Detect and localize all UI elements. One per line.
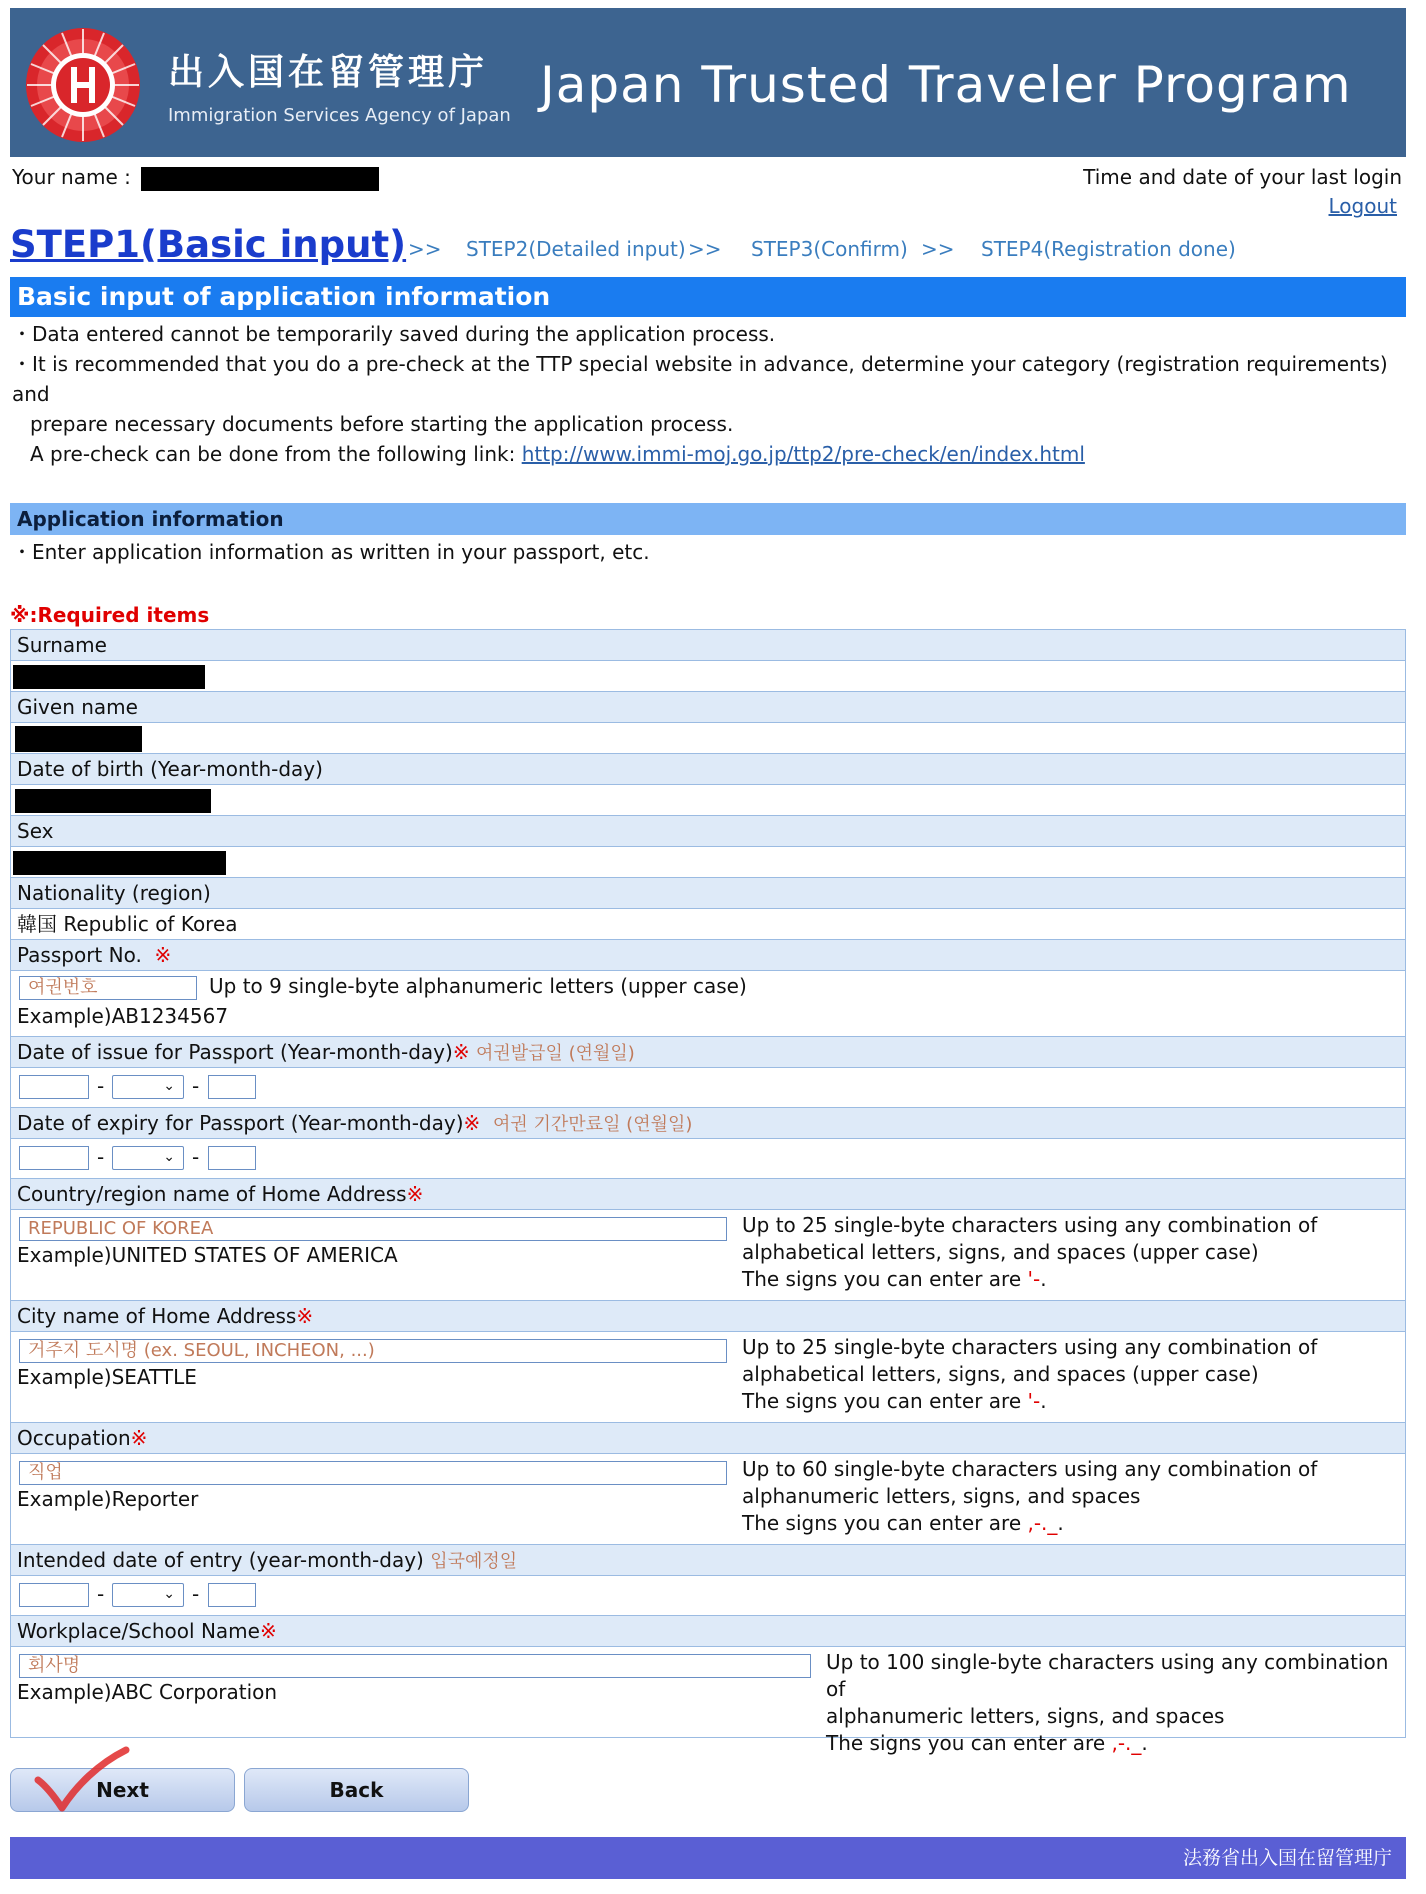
dob-label: Date of birth (Year-month-day) [11,754,1405,785]
signs-value: ,-._ [1111,1731,1142,1755]
city-label [11,1301,1405,1332]
occupation-row [11,1454,1405,1545]
occupation-example: Example)Reporter [17,1487,199,1511]
occupation-label [11,1423,1405,1454]
application-form [10,629,1406,1755]
basic-input-heading: Basic input of application information [10,277,1406,317]
signs-prefix: The signs you can enter are [742,1267,1028,1291]
your-name [12,165,379,191]
signs-value: ,-._ [1027,1511,1058,1535]
city-input[interactable]: 거주지 도시명 (ex. SEOUL, INCHEON, ...) [19,1339,727,1363]
signs-end: . [1040,1267,1047,1291]
expiry-date-row [11,1139,1405,1179]
required-mark: ※ [452,1040,470,1064]
issue-date-label [11,1037,1405,1068]
occupation-help-line1: Up to 60 single-byte characters using any combination of [742,1457,1318,1481]
redacted-sex [13,851,226,875]
redacted-surname [13,665,205,689]
date-dash: - [97,1074,105,1098]
occupation-input[interactable]: 직업 [19,1461,727,1485]
entry-date-row [11,1576,1405,1616]
workplace-label-text: Workplace/School Name [17,1619,260,1643]
redacted-given-name [15,726,142,752]
expiry-month-select[interactable] [112,1146,184,1170]
date-dash: - [97,1145,105,1169]
given-name-label: Given name [11,692,1405,723]
expiry-date-label-text: Date of expiry for Passport (Year-month-day) [17,1111,464,1135]
step-separator: >> [688,237,722,261]
page [10,8,1406,1848]
signs-prefix: The signs you can enter are [826,1731,1112,1755]
note-precheck-link-text: A pre-check can be done from the following link: [30,442,522,466]
country-label [11,1179,1405,1210]
passport-label [11,940,1405,971]
note-precheck: ・It is recommended that you do a pre-check at the TTP special website in advance, determine your category (registration requirements) and [12,352,1388,406]
redacted-dob [15,789,211,813]
occupation-help [742,1456,1317,1537]
back-button-label: Back [329,1778,384,1802]
workplace-example: Example)ABC Corporation [17,1680,278,1704]
sex-value [11,847,1405,878]
country-label-text: Country/region name of Home Address [17,1182,407,1206]
signs-value: '- [1027,1389,1041,1413]
occupation-signs [742,1510,1317,1537]
last-login-label: Time and date of your last login [1083,165,1402,189]
issue-date-hint: 여권발급일 (연월일) [475,1043,635,1064]
chevron-down-icon: ⌄ [163,1078,175,1094]
city-example: Example)SEATTLE [17,1365,197,1389]
program-title: Japan Trusted Traveler Program [540,56,1352,114]
date-dash: - [192,1582,200,1606]
given-name-value [11,723,1405,754]
sex-label: Sex [11,816,1405,847]
issue-day-input[interactable] [208,1075,256,1099]
required-mark: ※ [463,1111,481,1135]
signs-prefix: The signs you can enter are [742,1511,1028,1535]
city-help [742,1334,1317,1415]
workplace-help-line1: Up to 100 single-byte characters using any combination of [826,1650,1389,1701]
next-button-label: Next [96,1778,149,1802]
chevron-down-icon: ⌄ [163,1149,175,1165]
logout-link[interactable]: Logout [1328,194,1397,218]
expiry-date-hint: 여권 기간만료일 (연월일) [493,1114,693,1135]
step-separator: >> [408,237,442,261]
issue-month-select[interactable] [112,1075,184,1099]
step-progress [10,221,1406,277]
required-mark: ※ [259,1619,277,1643]
step3-label: STEP3(Confirm) [751,237,908,261]
required-mark: ※ [296,1304,314,1328]
signs-end: . [1057,1511,1064,1535]
site-header [10,8,1406,157]
signs-prefix: The signs you can enter are [742,1389,1028,1413]
country-signs [742,1266,1317,1293]
note-precheck-cont: prepare necessary documents before starting the application process. [30,412,734,436]
dob-value [11,785,1405,816]
button-row [10,1738,1406,1848]
country-input[interactable]: REPUBLIC OF KOREA [19,1217,727,1241]
workplace-input[interactable]: 회사명 [19,1654,811,1678]
city-help-line1: Up to 25 single-byte characters using any combination of [742,1335,1318,1359]
workplace-row [11,1647,1405,1755]
agency-name-japanese: 出入国在留管理庁 [168,52,489,93]
passport-example: Example)AB1234567 [17,1004,229,1028]
issue-year-input[interactable] [19,1075,89,1099]
country-help-line1: Up to 25 single-byte characters using any combination of [742,1213,1318,1237]
entry-date-label-text: Intended date of entry (year-month-day) [17,1548,424,1572]
country-row [11,1210,1405,1301]
step-separator: >> [921,237,955,261]
chevron-down-icon: ⌄ [163,1586,175,1602]
basic-notes [10,317,1406,469]
occupation-help-line2: alphanumeric letters, signs, and spaces [742,1484,1141,1508]
city-label-text: City name of Home Address [17,1304,297,1328]
required-mark: ※ [154,943,172,967]
nationality-label: Nationality (region) [11,878,1405,909]
issue-date-row [11,1068,1405,1108]
entry-day-input[interactable] [208,1583,256,1607]
expiry-year-input[interactable] [19,1146,89,1170]
entry-date-label [11,1545,1405,1576]
entry-month-select[interactable] [112,1583,184,1607]
occupation-label-text: Occupation [17,1426,131,1450]
passport-row [11,971,1405,1037]
required-mark: ※ [130,1426,148,1450]
city-row [11,1332,1405,1423]
application-note: ・Enter application information as written in your passport, etc. [12,540,650,564]
your-name-label: Your name : [12,165,131,189]
workplace-label [11,1616,1405,1647]
precheck-link[interactable]: http://www.immi-moj.go.jp/ttp2/pre-check/en/index.html [521,442,1085,466]
nationality-value: 韓国 Republic of Korea [11,909,1405,940]
city-help-line2: alphabetical letters, signs, and spaces (upper case) [742,1362,1259,1386]
date-dash: - [192,1145,200,1169]
expiry-date-label [11,1108,1405,1139]
date-dash: - [97,1582,105,1606]
signs-end: . [1040,1389,1047,1413]
date-dash: - [192,1074,200,1098]
expiry-day-input[interactable] [208,1146,256,1170]
site-footer: 法務省出入国在留管理庁 [10,1837,1406,1879]
red-checkmark-icon [32,1746,132,1816]
city-signs [742,1388,1317,1415]
redacted-name [141,167,379,191]
required-items-legend: ※:Required items [10,603,210,627]
user-bar [10,157,1406,221]
entry-year-input[interactable] [19,1583,89,1607]
signs-value: '- [1027,1267,1041,1291]
passport-label-text: Passport No. [17,943,142,967]
back-button[interactable] [244,1768,469,1812]
passport-input[interactable]: 여권번호 [19,976,197,1000]
surname-label: Surname [11,630,1405,661]
workplace-help-line2: alphanumeric letters, signs, and spaces [826,1704,1225,1728]
country-example: Example)UNITED STATES OF AMERICA [17,1243,398,1267]
agency-name-english: Immigration Services Agency of Japan [168,105,511,126]
step4-label: STEP4(Registration done) [981,237,1236,261]
application-info-heading: Application information [10,503,1406,535]
agency-emblem-icon [24,26,142,144]
country-help [742,1212,1317,1293]
signs-end: . [1141,1731,1148,1755]
required-mark: ※ [406,1182,424,1206]
surname-value [11,661,1405,692]
country-help-line2: alphabetical letters, signs, and spaces (upper case) [742,1240,1259,1264]
note-no-save: ・Data entered cannot be temporarily saved during the application process. [12,322,776,346]
entry-date-hint: 입국예정일 [430,1551,518,1572]
step2-label: STEP2(Detailed input) [466,237,686,261]
step1-current: STEP1(Basic input) [10,223,407,266]
issue-date-label-text: Date of issue for Passport (Year-month-day) [17,1040,453,1064]
passport-help: Up to 9 single-byte alphanumeric letters (upper case) [209,974,747,998]
note-precheck-link-line [12,439,1406,469]
